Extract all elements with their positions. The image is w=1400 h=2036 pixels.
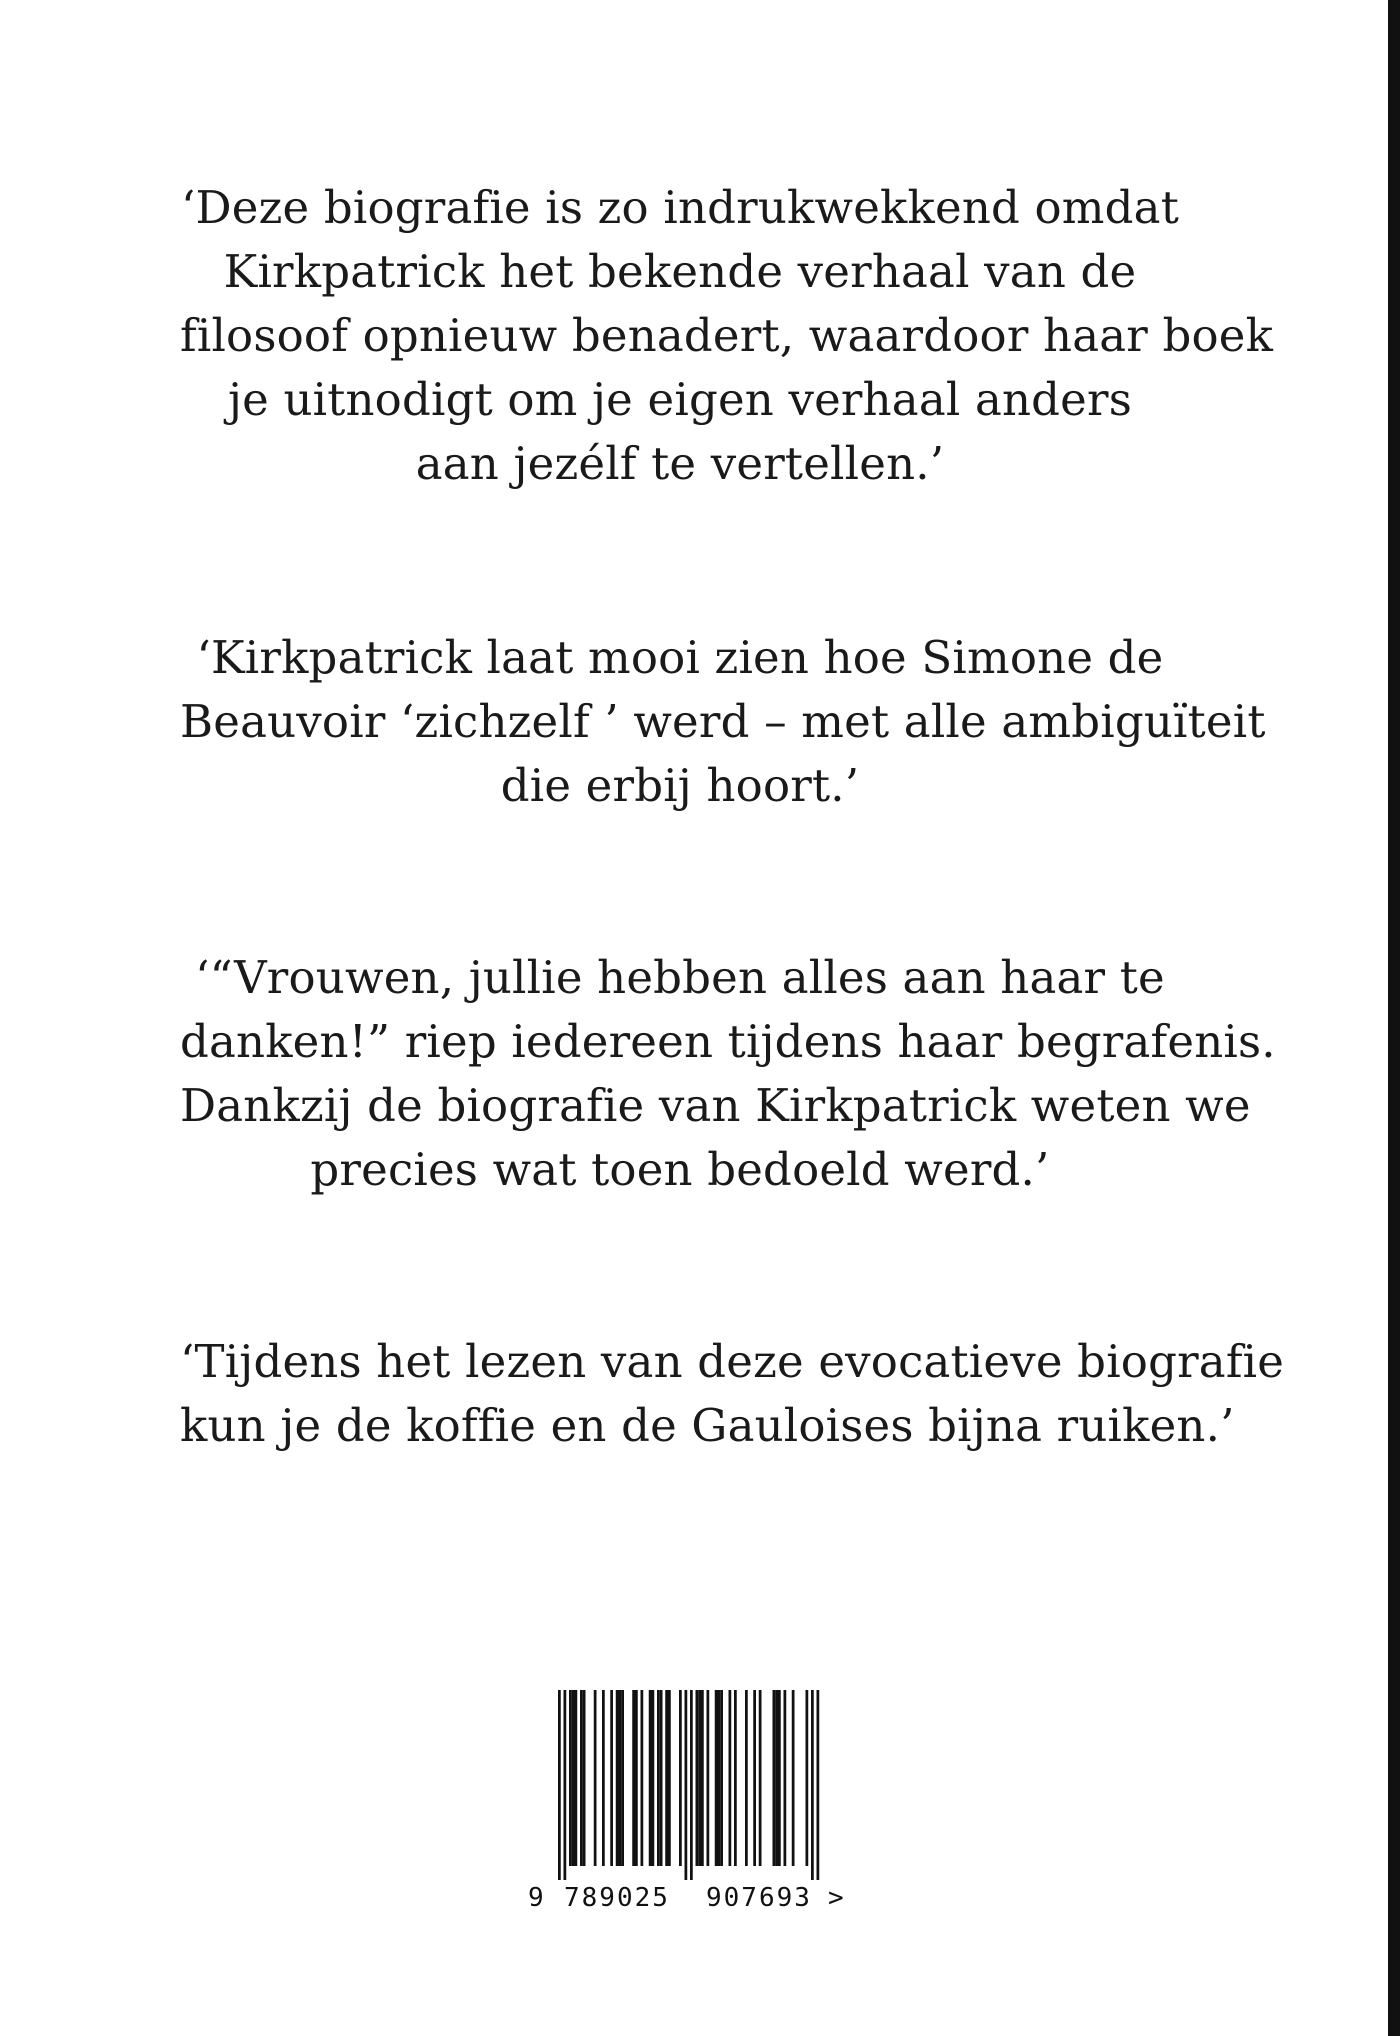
- barcode-bar: [564, 1690, 567, 1880]
- barcode-bar: [583, 1690, 586, 1866]
- barcode-bar: [778, 1690, 781, 1866]
- barcode-bar: [668, 1690, 671, 1866]
- barcode-bar: [753, 1690, 756, 1866]
- spine-strip: [1388, 0, 1400, 2036]
- barcode-bar: [572, 1690, 575, 1866]
- barcode-bar: [558, 1690, 561, 1880]
- barcode-bar: [773, 1690, 776, 1866]
- quote-line: die erbij hoort.’: [500, 759, 860, 812]
- barcode-bar: [635, 1690, 638, 1866]
- barcode-bar: [698, 1690, 701, 1866]
- barcode-bar: [715, 1690, 718, 1866]
- barcode-bar: [569, 1690, 572, 1866]
- quote-line: kun je de koffie en de Gauloises bijna ruiken.’: [180, 1399, 1235, 1452]
- quote-line: filosoof opnieuw benadert, waardoor haar boek: [180, 309, 1274, 362]
- quote-line: ‘“Vrouwen, jullie hebben alles aan haar te: [195, 951, 1165, 1004]
- quote-block-4: [180, 1330, 1285, 1458]
- barcode-bar: [685, 1690, 688, 1880]
- quote-block-3: [180, 946, 1276, 1202]
- isbn-lead-digit: 9: [528, 1883, 544, 1913]
- quote-line: danken!” riep iedereen tijdens haar begrafenis.: [180, 1015, 1276, 1068]
- barcode-bar: [701, 1690, 704, 1866]
- barcode-digits: [528, 1880, 858, 1916]
- barcode-bar: [690, 1690, 693, 1880]
- barcode-bar: [817, 1690, 820, 1880]
- quote-line: precies wat toen bedoeld werd.’: [310, 1143, 1050, 1196]
- barcode-bar: [621, 1690, 624, 1866]
- barcode-bars: [528, 1690, 858, 1880]
- quote-line: ‘Kirkpatrick laat mooi zien hoe Simone de: [196, 631, 1164, 684]
- barcode-bar: [657, 1690, 660, 1866]
- quote-line: ‘Tijdens het lezen van deze evocatieve biografie: [180, 1335, 1285, 1388]
- barcode-bar: [811, 1690, 814, 1880]
- barcode-bar: [679, 1690, 682, 1866]
- quote-line: je uitnodigt om je eigen verhaal anders: [227, 373, 1133, 426]
- quote-line: aan jezélf te vertellen.’: [415, 437, 945, 490]
- barcode-bar: [641, 1690, 644, 1866]
- barcode-bar: [759, 1690, 762, 1866]
- barcode-bar: [632, 1690, 635, 1866]
- barcode-bar: [775, 1690, 778, 1866]
- quote-line: Kirkpatrick het bekende verhaal van de: [223, 245, 1137, 298]
- barcode-bar: [610, 1690, 613, 1866]
- barcode-bar: [660, 1690, 663, 1866]
- barcode-bar: [720, 1690, 723, 1866]
- isbn-barcode: [528, 1690, 858, 1920]
- barcode-bar: [729, 1690, 732, 1866]
- barcode-bar: [649, 1690, 652, 1866]
- quote-line: ‘Deze biografie is zo indrukwekkend omdat: [180, 181, 1179, 234]
- barcode-bar: [806, 1690, 809, 1866]
- barcode-bar: [616, 1690, 619, 1866]
- barcode-bar: [745, 1690, 748, 1866]
- isbn-right-group: 907693: [706, 1883, 812, 1913]
- barcode-bar: [619, 1690, 622, 1866]
- barcode-bar: [602, 1690, 605, 1866]
- quote-block-2: [180, 626, 1266, 818]
- barcode-bar: [696, 1690, 699, 1866]
- quote-line: Dankzij de biografie van Kirkpatrick weten we: [180, 1079, 1251, 1132]
- barcode-bar: [792, 1690, 795, 1866]
- barcode-bar: [652, 1690, 655, 1866]
- isbn-trail-mark: >: [828, 1883, 844, 1913]
- isbn-left-group: 789025: [564, 1883, 670, 1913]
- barcode-bar: [575, 1690, 578, 1866]
- barcode-bar: [707, 1690, 710, 1866]
- barcode-bar: [718, 1690, 721, 1866]
- quote-block-1: [180, 176, 1274, 496]
- barcode-bar: [784, 1690, 787, 1866]
- quote-line: Beauvoir ‘zichzelf ’ werd – met alle ambiguïteit: [180, 695, 1266, 748]
- barcode-bar: [580, 1690, 583, 1866]
- barcode-bar: [594, 1690, 597, 1866]
- barcode-bar: [734, 1690, 737, 1866]
- barcode-bar: [665, 1690, 668, 1866]
